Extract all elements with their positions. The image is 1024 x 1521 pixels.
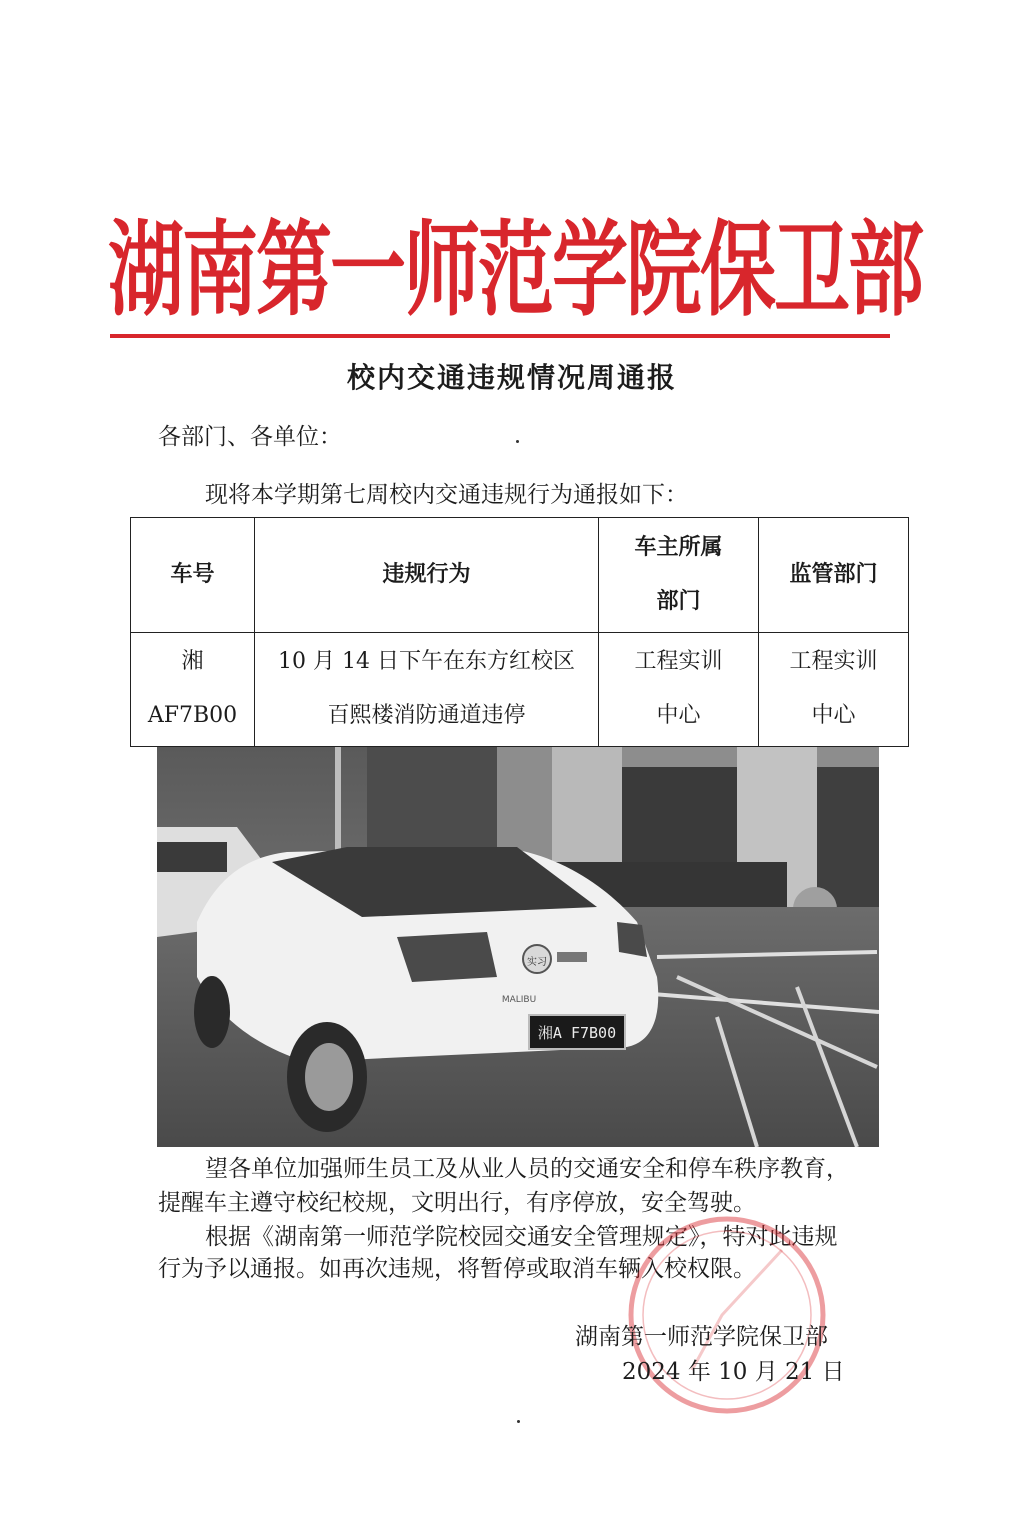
closing-para1-line1: 望各单位加强师生员工及从业人员的交通安全和停车秩序教育， [205,1156,849,1182]
letterhead-red-rule [110,334,890,338]
intern-badge-text: 实习 [527,957,547,968]
signature-date: 2024 年 10 月 21 日 [622,1359,845,1385]
cell-violation-line2: 百熙楼消防通道违停 [327,703,526,729]
header-supervisor: 监管部门 [759,518,909,633]
cell-violation-line1: 10 月 14 日下午在东方红校区 [278,649,575,675]
cell-owner-dept [599,632,759,747]
header-owner-dept-line2: 部门 [656,588,701,614]
intro-line: 现将本学期第七周校内交通违规行为通报如下： [205,482,688,508]
closing-para2-line2: 行为予以通报。如再次违规，将暂停或取消车辆入校权限。 [158,1256,756,1282]
cell-owner-dept-line2: 中心 [656,703,701,729]
scan-speck [516,440,519,443]
cell-supervisor-line1: 工程实训 [789,649,878,675]
violation-table [130,517,909,747]
scan-speck [517,1420,520,1423]
table-row [131,632,909,747]
header-violation: 违规行为 [255,518,599,633]
cell-supervisor-line2: 中心 [811,703,856,729]
letterhead-org-name: 湖南第一师范学院保卫部 [108,209,922,330]
evidence-photo [157,747,879,1147]
header-plate: 车号 [131,518,255,633]
document-title: 校内交通违规情况周通报 [346,361,677,394]
license-plate-text: 湘A F7B00 [537,1024,617,1042]
cell-owner-dept-line1: 工程实训 [634,649,723,675]
closing-para2-line1: 根据《湖南第一师范学院校园交通安全管理规定》，特对此违规 [205,1224,838,1250]
cell-violation [255,632,599,747]
signature-org: 湖南第一师范学院保卫部 [575,1324,828,1350]
official-seal-stamp [622,1210,832,1420]
closing-para1-line2: 提醒车主遵守校纪校规，文明出行，有序停放，安全驾驶。 [158,1190,756,1216]
parked-car-illustration [157,747,879,1147]
header-owner-dept [599,518,759,633]
salutation: 各部门、各单位： [158,424,342,450]
model-emblem-text: MALIBU [501,995,537,1005]
table-header-row [131,518,909,633]
header-owner-dept-line1: 车主所属 [634,534,723,560]
cell-plate: 湘 AF7B00 [131,632,255,747]
cell-supervisor [759,632,909,747]
